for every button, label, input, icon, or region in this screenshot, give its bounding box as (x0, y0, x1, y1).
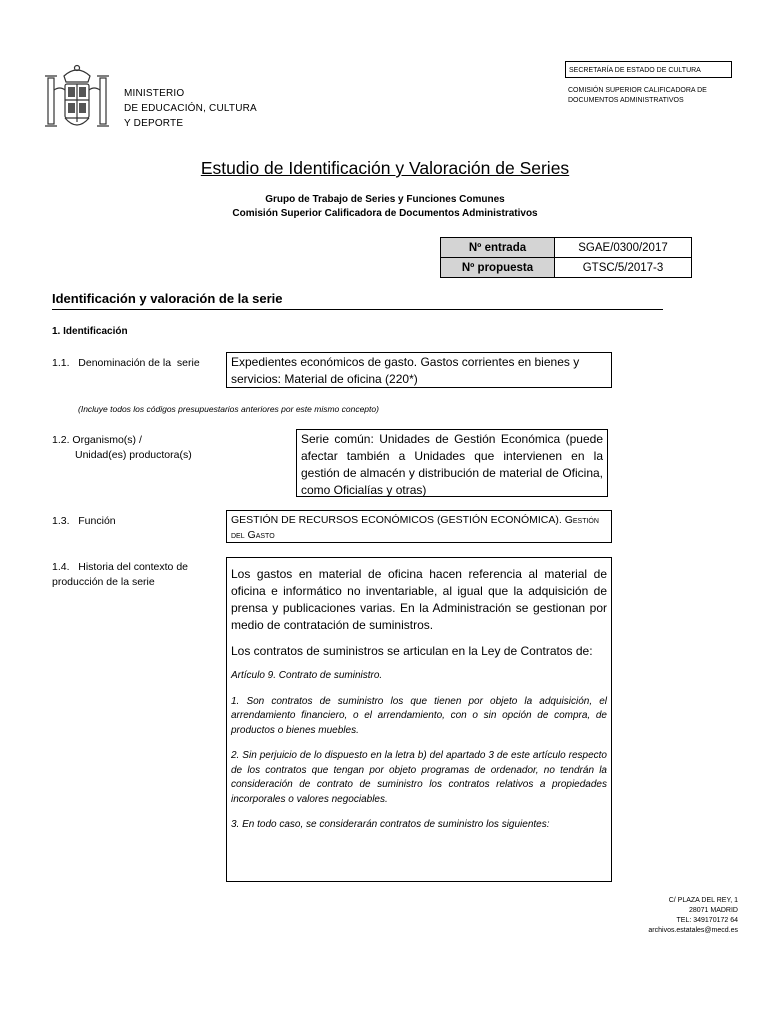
propuesta-label: Nº propuesta (441, 258, 555, 278)
ministry-line: MINISTERIO (124, 88, 185, 99)
comision-header (568, 86, 707, 106)
entrada-value: SGAE/0300/2017 (555, 238, 692, 258)
coat-of-arms-logo (42, 62, 112, 136)
historia-italic-paragraph: Artículo 9. Contrato de suministro. (231, 670, 383, 681)
propuesta-value: GTSC/5/2017-3 (555, 258, 692, 278)
ministry-line: DE EDUCACIÓN, CULTURA (124, 103, 257, 114)
funcion-box (226, 510, 612, 543)
document-title: Estudio de Identificación y Valoración de Series (200, 158, 570, 178)
secretaria-box: SECRETARÍA DE ESTADO DE CULTURA (565, 61, 732, 78)
historia-italic-paragraph: 3. En todo caso, se considerarán contratos de suministro los siguientes: (231, 819, 550, 830)
subtitle-commission: Comisión Superior Calificadora de Documentos Administrativos (232, 208, 538, 219)
entrada-label: Nº entrada (441, 238, 555, 258)
table-row (441, 258, 692, 278)
heading-identificacion: 1. Identificación (52, 326, 128, 337)
footer-line: TEL: 349170172 64 (676, 917, 738, 924)
historia-label: 1.4. Historia del contexto de (52, 561, 188, 573)
denominacion-note: (Incluye todos los códigos presupuestarios anteriores por este mismo concepto) (78, 404, 379, 414)
organismo-label-2: Unidad(es) productora(s) (75, 449, 192, 461)
funcion-label: 1.3. Función (52, 515, 116, 527)
footer-line: C/ PLAZA DEL REY, 1 (668, 897, 738, 904)
historia-paragraph: Los gastos en material de oficina hacen referencia al material de oficina e informático no inventariable, al igual que la adquisición de prensa y publicaciones varias. En la Administración se gestionan por medio de contratación de suministros. (231, 567, 607, 632)
comision-line: COMISIÓN SUPERIOR CALIFICADORA DE (568, 87, 707, 94)
funcion-value: GESTIÓN DE RECURSOS ECONÓMICOS (GESTIÓN ECONÓMICA). (231, 514, 565, 526)
denominacion-box: Expedientes económicos de gasto. Gastos corrientes en bienes y servicios: Material de oficina (220*) (226, 352, 612, 388)
historia-italic-paragraph: 2. Sin perjuicio de lo dispuesto en la letra b) del apartado 3 de este artículo respecto de los contratos que tengan por objeto programas de ordenador, no tendrán la consideración de contrato de suministro los contratos relativos a propiedades incorporales o valores negociables. (231, 750, 607, 805)
table-row (441, 238, 692, 258)
denominacion-label: 1.1. Denominación de la serie (52, 357, 200, 369)
footer-email: archivos.estatales@mecd.es (648, 927, 738, 934)
comision-line: DOCUMENTOS ADMINISTRATIVOS (568, 97, 684, 104)
historia-paragraph: Los contratos de suministros se articulan en la Ley de Contratos de: (231, 644, 593, 658)
footer-address (560, 896, 738, 936)
historia-box (226, 557, 612, 882)
funcion-value-sub: Gestión del Gasto (231, 514, 599, 541)
organismo-box: Serie común: Unidades de Gestión Económica (puede afectar también a Unidades que intervienen en la gestión de almacén y distribución de material de Oficina, como Oficialías y otras) (296, 429, 608, 497)
ministry-name (124, 86, 257, 131)
organismo-label: 1.2. Organismo(s) / (52, 434, 142, 446)
subtitle-group: Grupo de Trabajo de Series y Funciones Comunes (265, 194, 505, 205)
ministry-line: Y DEPORTE (124, 118, 184, 129)
historia-label-2: producción de la serie (52, 576, 155, 588)
section-title: Identificación y valoración de la serie (52, 291, 283, 306)
reference-table (440, 237, 692, 278)
footer-line: 28071 MADRID (688, 907, 738, 914)
historia-italic-paragraph: 1. Son contratos de suministro los que tienen por objeto la adquisición, el arrendamiento financiero, o el arrendamiento, con o sin opción de compra, de productos o bienes muebles. (231, 695, 607, 736)
section-divider (52, 309, 663, 310)
